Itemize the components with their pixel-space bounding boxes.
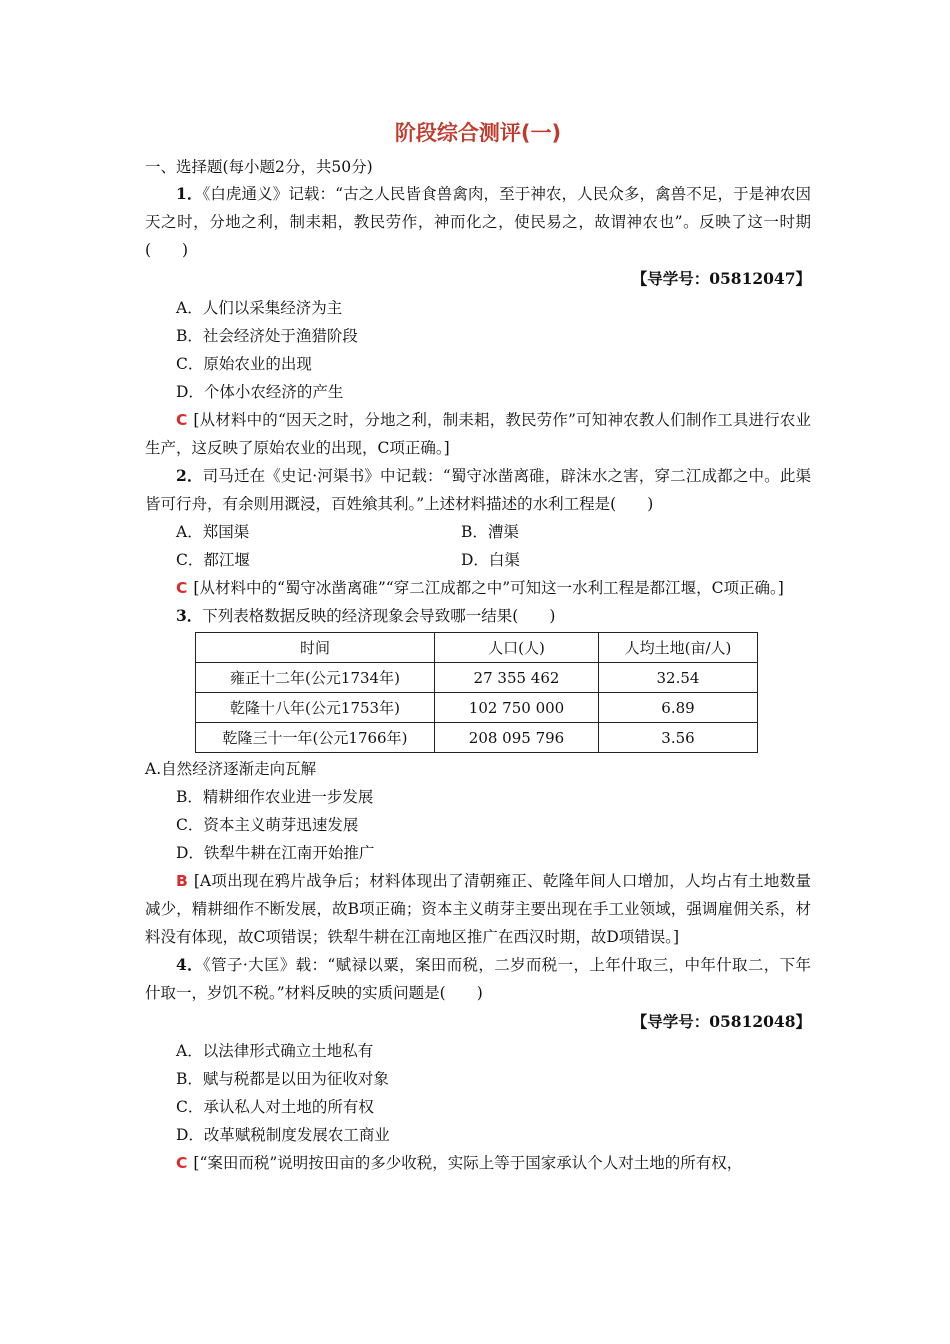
question-text: 司马迁在《史记·河渠书》中记载：“蜀守冰凿离碓，辟沫水之害，穿二江成都之中。此渠皆可行舟，有余则用溉浸，百姓飨其利。”上述材料描述的水利工程是( ) [145,467,811,513]
table-cell: 3.56 [599,723,758,753]
answer-explanation: [“案田而税”说明按田亩的多少收税，实际上等于国家承认个人对土地的所有权， [193,1154,743,1172]
answer-1 [145,406,811,462]
guide-number: 【导学号：05812047】 [631,269,811,288]
document-content [145,118,811,1177]
question-number: 4． [176,955,203,974]
answer-explanation: [从材料中的“蜀守冰凿离碓”“穿二江成都之中”可知这一水利工程是都江堰，C项正确。] [193,579,784,597]
option-a: A．郑国渠 [176,523,250,541]
population-table [195,632,758,753]
table-header-row [196,633,758,663]
answer-explanation: [A项出现在鸦片战争后；材料体现出了清朝雍正、乾隆年间人口增加，人均占有土地数量减少，精耕细作不断发展，故B项正确；资本主义萌芽主要出现在手工业领域，强调雇佣关系，材料没有体现，故C项错误；铁犁牛耕在江南地区推广在西汉时期，故D项错误。] [145,872,811,946]
option-b: B．漕渠 [461,523,519,541]
option-d: D．个体小农经济的产生 [176,383,344,401]
table-row [196,663,758,693]
option-b: B．赋与税都是以田为征收对象 [176,1070,389,1088]
answer-letter: B [176,872,188,890]
table-cell: 102 750 000 [435,693,599,723]
question-number: 2． [176,466,203,485]
table-header: 时间 [196,633,435,663]
question-text: 《管子·大匡》载：“赋禄以粟，案田而税，二岁而税一，上年什取三，中年什取二，下年什取一，岁饥不税。”材料反映的实质问题是( ) [145,956,811,1002]
table-cell: 6.89 [599,693,758,723]
answer-2 [145,574,811,602]
question-4 [145,951,811,1007]
option-c: C．资本主义萌芽迅速发展 [176,816,359,834]
table-header: 人均土地(亩/人) [599,633,758,663]
option-c: C．原始农业的出现 [176,355,312,373]
answer-explanation: [从材料中的“因天之时，分地之利，制耒耜，教民劳作”可知神农教人们制作工具进行农业生产，这反映了原始农业的出现，C项正确。] [145,411,811,457]
table-cell: 32.54 [599,663,758,693]
answer-3 [145,867,811,951]
option-b: B．社会经济处于渔猎阶段 [176,327,358,345]
question-1 [145,180,811,264]
options-row-1 [145,518,811,546]
table-cell: 27 355 462 [435,663,599,693]
option-d: D．白渠 [461,551,520,569]
page-title: 阶段综合测评(一) [394,121,562,145]
table-cell: 乾隆十八年(公元1753年) [196,693,435,723]
table-cell: 208 095 796 [435,723,599,753]
question-3 [145,602,811,630]
question-2 [145,462,811,518]
question-text: 《白虎通义》记载：“古之人民皆食兽禽肉，至于神农，人民众多，禽兽不足，于是神农因天之时，分地之利，制耒耜，教民劳作，神而化之，使民易之，故谓神农也”。反映了这一时期( ) [145,185,811,259]
options-row-2 [145,546,811,574]
option-b: B．精耕细作农业进一步发展 [176,788,374,806]
table-header: 人口(人) [435,633,599,663]
question-number: 3． [176,606,203,625]
question-text: 下列表格数据反映的经济现象会导致哪一结果( ) [202,607,556,625]
guide-number: 【导学号：05812048】 [631,1012,811,1031]
answer-letter: C [176,1154,188,1172]
answer-4 [145,1149,811,1177]
table-cell: 雍正十二年(公元1734年) [196,663,435,693]
option-d: D．改革赋税制度发展农工商业 [176,1126,390,1144]
option-a: A．人们以采集经济为主 [176,299,343,317]
table-cell: 乾隆三十一年(公元1766年) [196,723,435,753]
option-d: D．铁犁牛耕在江南开始推广 [176,844,375,862]
option-c: C．都江堰 [176,551,250,569]
answer-letter: C [176,579,188,597]
section-heading: 一、选择题(每小题2分，共50分) [145,158,373,176]
table-row [196,693,758,723]
option-a: A．以法律形式确立土地私有 [176,1042,374,1060]
option-a: A.自然经济逐渐走向瓦解 [145,760,317,778]
answer-letter: C [176,411,188,429]
option-c: C．承认私人对土地的所有权 [176,1098,374,1116]
question-number: 1． [176,184,203,203]
table-row [196,723,758,753]
